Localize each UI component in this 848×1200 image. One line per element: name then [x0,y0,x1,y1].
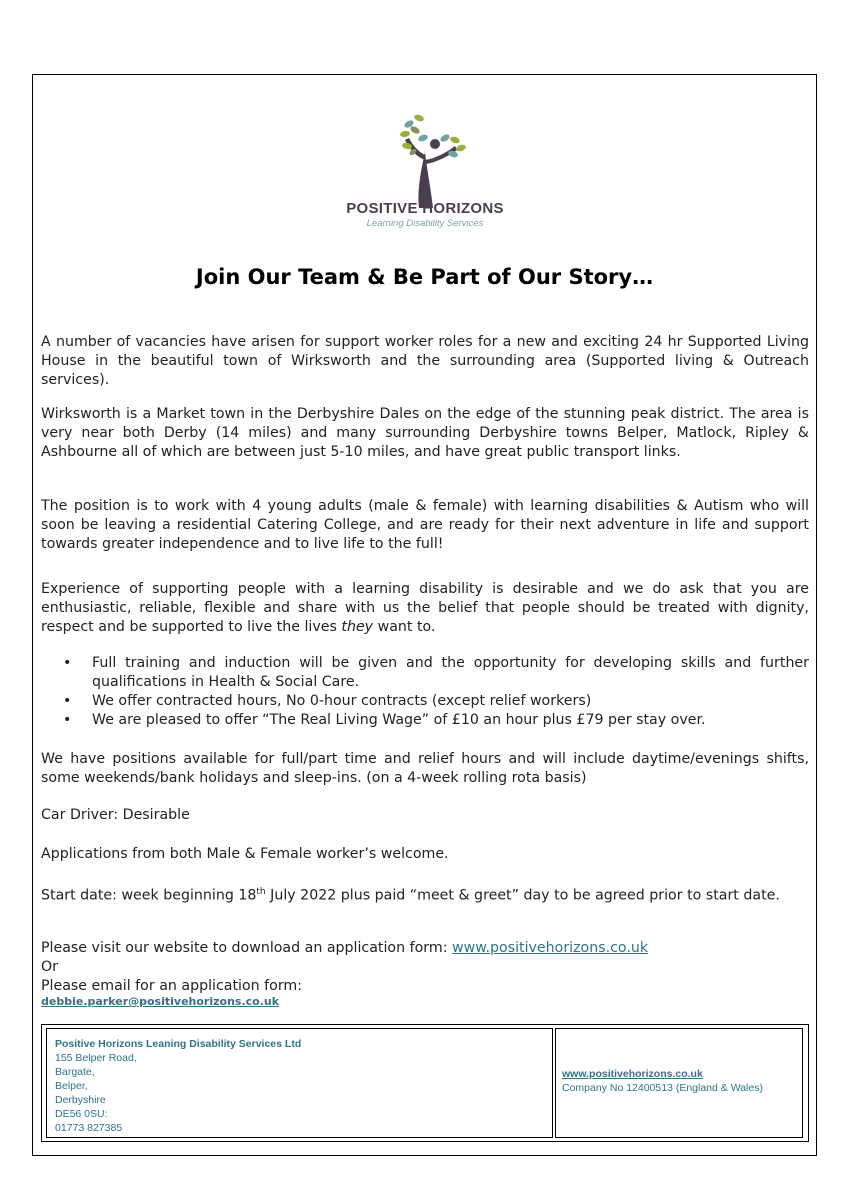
brand-name: POSITIVE HORIZONS [346,200,504,217]
address-line: DE56 0SU: [55,1108,108,1120]
location-paragraph: Wirksworth is a Market town in the Derbyshire Dales on the edge of the stunning peak district. The area is very near both Derby (14 miles) and many surrounding Derbyshire towns Belper, Matlock, Ripley & Ashbourne all of which are between just 5-10 miles, and have great public transport links. [41,406,809,460]
applications-text: Applications from both Male & Female worker’s welcome. [41,846,449,862]
or-text: Or [41,959,59,975]
bullet-icon: • [63,712,72,728]
address-line: Bargate, [55,1066,95,1078]
phone-number: 01773 827385 [55,1122,123,1134]
bullet-icon: • [63,655,72,671]
list-item: • We offer contracted hours, No 0-hour contracts (except relief workers) [63,693,592,709]
car-driver-text: Car Driver: Desirable [41,807,190,823]
footer-web-cell [555,1028,803,1138]
address-line: Belper, [55,1080,88,1092]
emphasis-they: they [341,619,374,635]
page-title: Join Our Team & Be Part of Our Story… [195,265,654,289]
address-line: Derbyshire [55,1094,106,1106]
position-paragraph: The position is to work with 4 young adults (male & female) with learning disabilities & Autism who will soon be leaving a residential Catering College, and are ready for their next adventure in life and support towards greater independence and to live life to the full! [41,498,809,552]
vacancies-paragraph: A number of vacancies have arisen for support worker roles for a new and exciting 24 hr Supported Living House in the beautiful town of Wirksworth and the surrounding area (Supported living & Outreach services). [41,334,809,388]
footer-table [41,1024,809,1142]
email-paragraph: Please email for an application form: [41,978,303,994]
footer-company-name: Positive Horizons Leaning Disability Services Ltd [55,1038,302,1050]
footer-website-link[interactable]: www.positivehorizons.co.uk [562,1068,703,1080]
benefits-list [41,654,809,730]
hours-paragraph: We have positions available for full/part time and relief hours and will include daytime/evenings shifts, some weekends/bank holidays and sleep-ins. (on a 4-week rolling rota basis) [41,751,809,786]
email-link[interactable]: debbie.parker@positivehorizons.co.uk [41,995,280,1008]
website-link[interactable]: www.positivehorizons.co.uk [451,940,649,956]
bullet-icon: • [63,693,72,709]
website-paragraph: Please visit our website to download an application form: www.positivehorizons.co.uk [41,940,649,956]
address-line: 155 Belper Road, [55,1052,137,1064]
company-number: Company No 12400513 (England & Wales) [562,1082,763,1094]
brand-tagline: Learning Disability Services [366,218,484,229]
list-item: • We are pleased to offer “The Real Living Wage” of £10 an hour plus £79 per stay over. [63,712,706,728]
experience-paragraph: Experience of supporting people with a learning disability is desirable and we do ask that you are enthusiastic, reliable, flexible and share with us the belief that people should be treated with dignity, respect and be supported to live the lives they want to. [41,581,809,635]
list-item: • Full training and induction will be given and the opportunity for developing skills and further qualifications in Health & Social Care. [63,655,809,690]
start-date-paragraph: Start date: week beginning 18th July 2022 plus paid “meet & greet” day to be agreed prior to start date. [41,887,780,904]
footer-address-cell [46,1028,553,1138]
